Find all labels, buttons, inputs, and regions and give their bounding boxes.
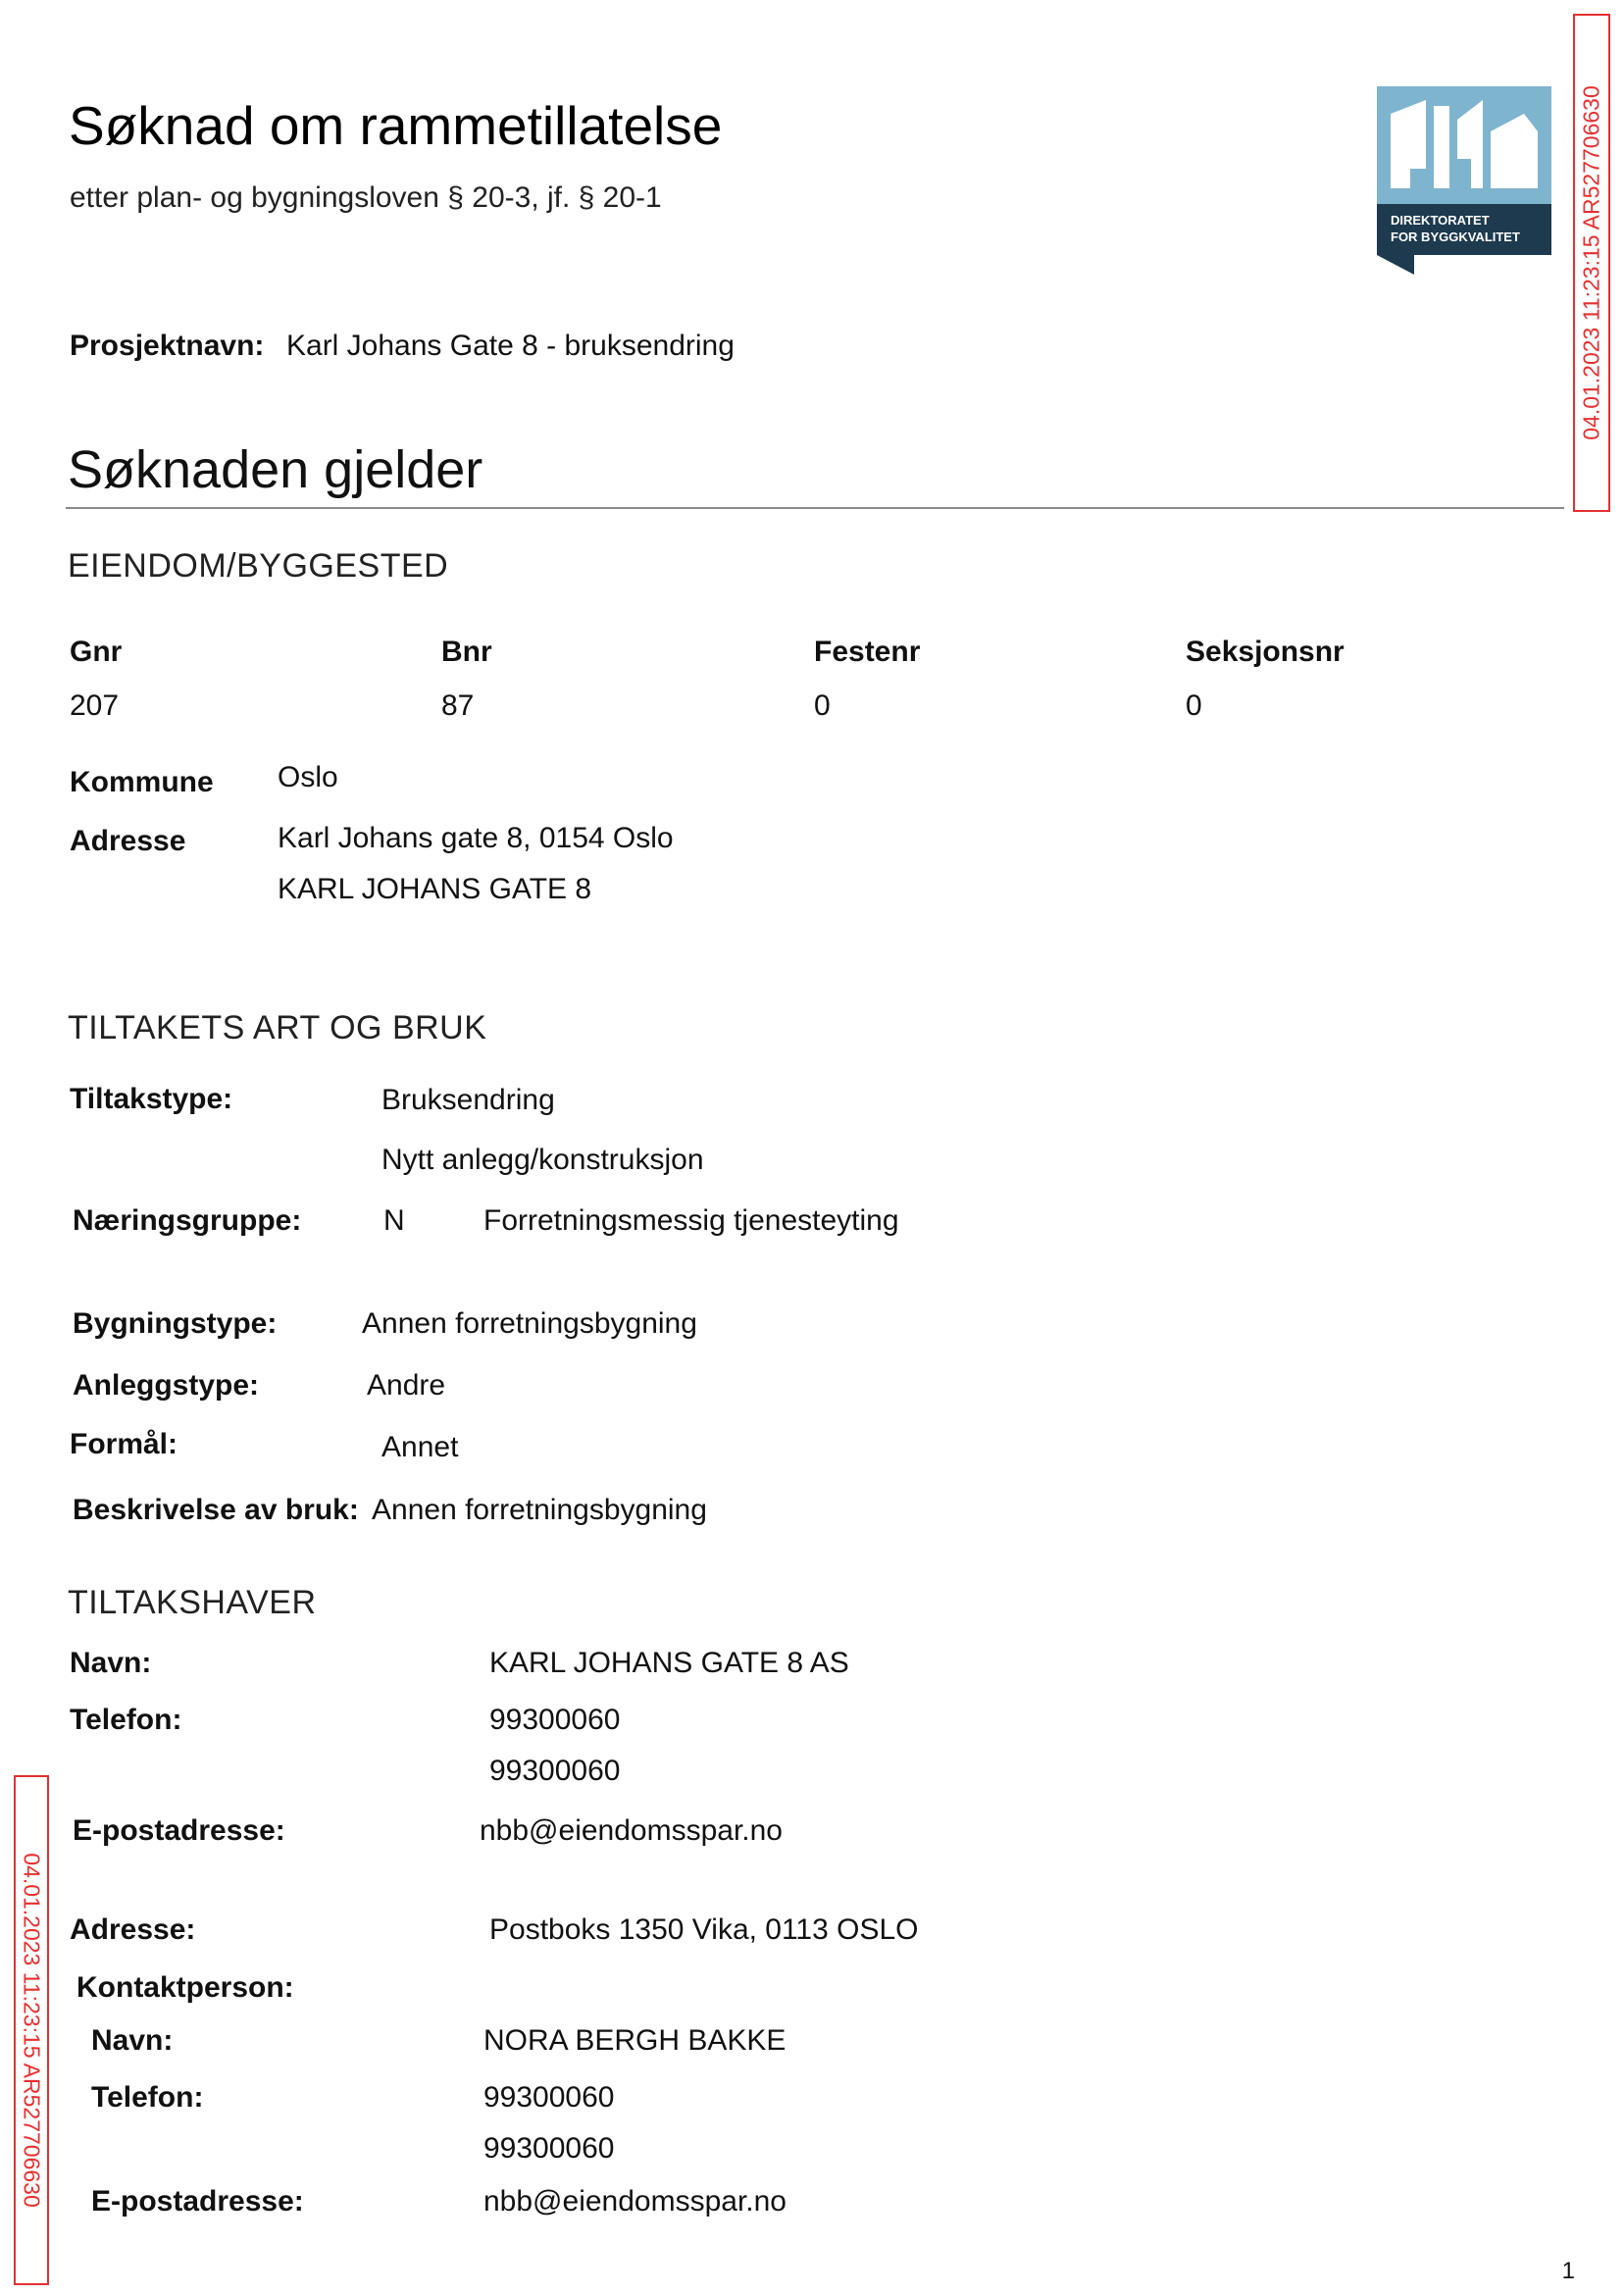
anleggstype-value: Andre	[367, 1369, 446, 1402]
formal-label: Formål:	[70, 1428, 178, 1460]
beskrivelse-label: Beskrivelse av bruk:	[73, 1494, 359, 1526]
logo-text-line1: DIREKTORATET	[1391, 213, 1490, 228]
gnr-label: Gnr	[70, 636, 123, 668]
bygningstype-value: Annen forretningsbygning	[362, 1307, 697, 1340]
naeringsgruppe-label: Næringsgruppe:	[73, 1204, 302, 1237]
tiltakstype-value-2: Nytt anlegg/konstruksjon	[381, 1144, 704, 1176]
section-title: Søknaden gjelder	[68, 440, 483, 499]
kontakt-epost-value: nbb@eiendomsspar.no	[483, 2185, 787, 2218]
timestamp-stamp-right	[1573, 14, 1610, 512]
section-divider	[66, 507, 1564, 509]
timestamp-stamp-left	[14, 1775, 49, 2285]
logo-text-line2: FOR BYGGKVALITET	[1391, 229, 1520, 244]
kommune-label: Kommune	[70, 766, 214, 798]
seksjonsnr-label: Seksjonsnr	[1186, 636, 1345, 668]
gnr-value: 207	[70, 689, 120, 722]
tiltakshaver-telefon-2: 99300060	[489, 1755, 621, 1787]
kontaktperson-label: Kontaktperson:	[76, 1971, 294, 2004]
document-title: Søknad om rammetillatelse	[69, 95, 723, 156]
formal-value: Annet	[381, 1431, 459, 1463]
kontakt-telefon-label: Telefon:	[91, 2081, 204, 2114]
tiltakshaver-epost-value: nbb@eiendomsspar.no	[480, 1814, 783, 1847]
tiltakstype-value-1: Bruksendring	[381, 1084, 555, 1116]
tiltakshaver-navn-label: Navn:	[70, 1647, 152, 1679]
adresse-line1: Karl Johans gate 8, 0154 Oslo	[278, 822, 674, 854]
dibk-logo-graphic	[1377, 86, 1551, 275]
bnr-value: 87	[441, 689, 475, 722]
tiltak-heading: TILTAKETS ART OG BRUK	[68, 1009, 487, 1046]
kommune-value: Oslo	[278, 761, 338, 793]
dibk-logo	[1377, 86, 1551, 275]
page-number: 1	[1561, 2258, 1575, 2284]
festenr-label: Festenr	[814, 636, 921, 668]
naeringsgruppe-code: N	[383, 1204, 405, 1237]
anleggstype-label: Anleggstype:	[73, 1369, 260, 1402]
eiendom-heading: EIENDOM/BYGGESTED	[68, 547, 449, 585]
beskrivelse-value: Annen forretningsbygning	[372, 1494, 707, 1526]
naeringsgruppe-value: Forretningsmessig tjenesteyting	[483, 1204, 899, 1237]
tiltakshaver-heading: TILTAKSHAVER	[68, 1584, 317, 1621]
festenr-value: 0	[814, 689, 831, 722]
tiltakshaver-telefon-label: Telefon:	[70, 1704, 182, 1736]
adresse-label: Adresse	[70, 825, 186, 857]
timestamp-stamp-right-text: 04.01.2023 11:23:15 AR527706630	[1578, 85, 1604, 440]
kontakt-navn-label: Navn:	[91, 2024, 174, 2057]
tiltakshaver-navn-value: KARL JOHANS GATE 8 AS	[489, 1647, 849, 1679]
project-name-label: Prosjektnavn:	[70, 330, 265, 362]
seksjonsnr-value: 0	[1186, 689, 1202, 722]
tiltakstype-label: Tiltakstype:	[70, 1083, 233, 1115]
kontakt-epost-label: E-postadresse:	[91, 2185, 304, 2218]
document-subtitle: etter plan- og bygningsloven § 20-3, jf. § 20-1	[70, 181, 662, 214]
kontakt-telefon-1: 99300060	[483, 2081, 615, 2114]
tiltakshaver-adresse-value: Postboks 1350 Vika, 0113 OSLO	[489, 1913, 919, 1946]
bygningstype-label: Bygningstype:	[73, 1307, 278, 1340]
kontakt-telefon-2: 99300060	[483, 2132, 615, 2165]
tiltakshaver-telefon-1: 99300060	[489, 1704, 621, 1736]
tiltakshaver-epost-label: E-postadresse:	[73, 1814, 285, 1847]
kontakt-navn-value: NORA BERGH BAKKE	[483, 2024, 787, 2057]
tiltakshaver-adresse-label: Adresse:	[70, 1913, 196, 1946]
project-name-value: Karl Johans Gate 8 - bruksendring	[286, 330, 735, 362]
bnr-label: Bnr	[441, 636, 492, 668]
timestamp-stamp-left-text: 04.01.2023 11:23:15 AR527706630	[19, 1853, 45, 2208]
adresse-line2: KARL JOHANS GATE 8	[278, 873, 592, 905]
